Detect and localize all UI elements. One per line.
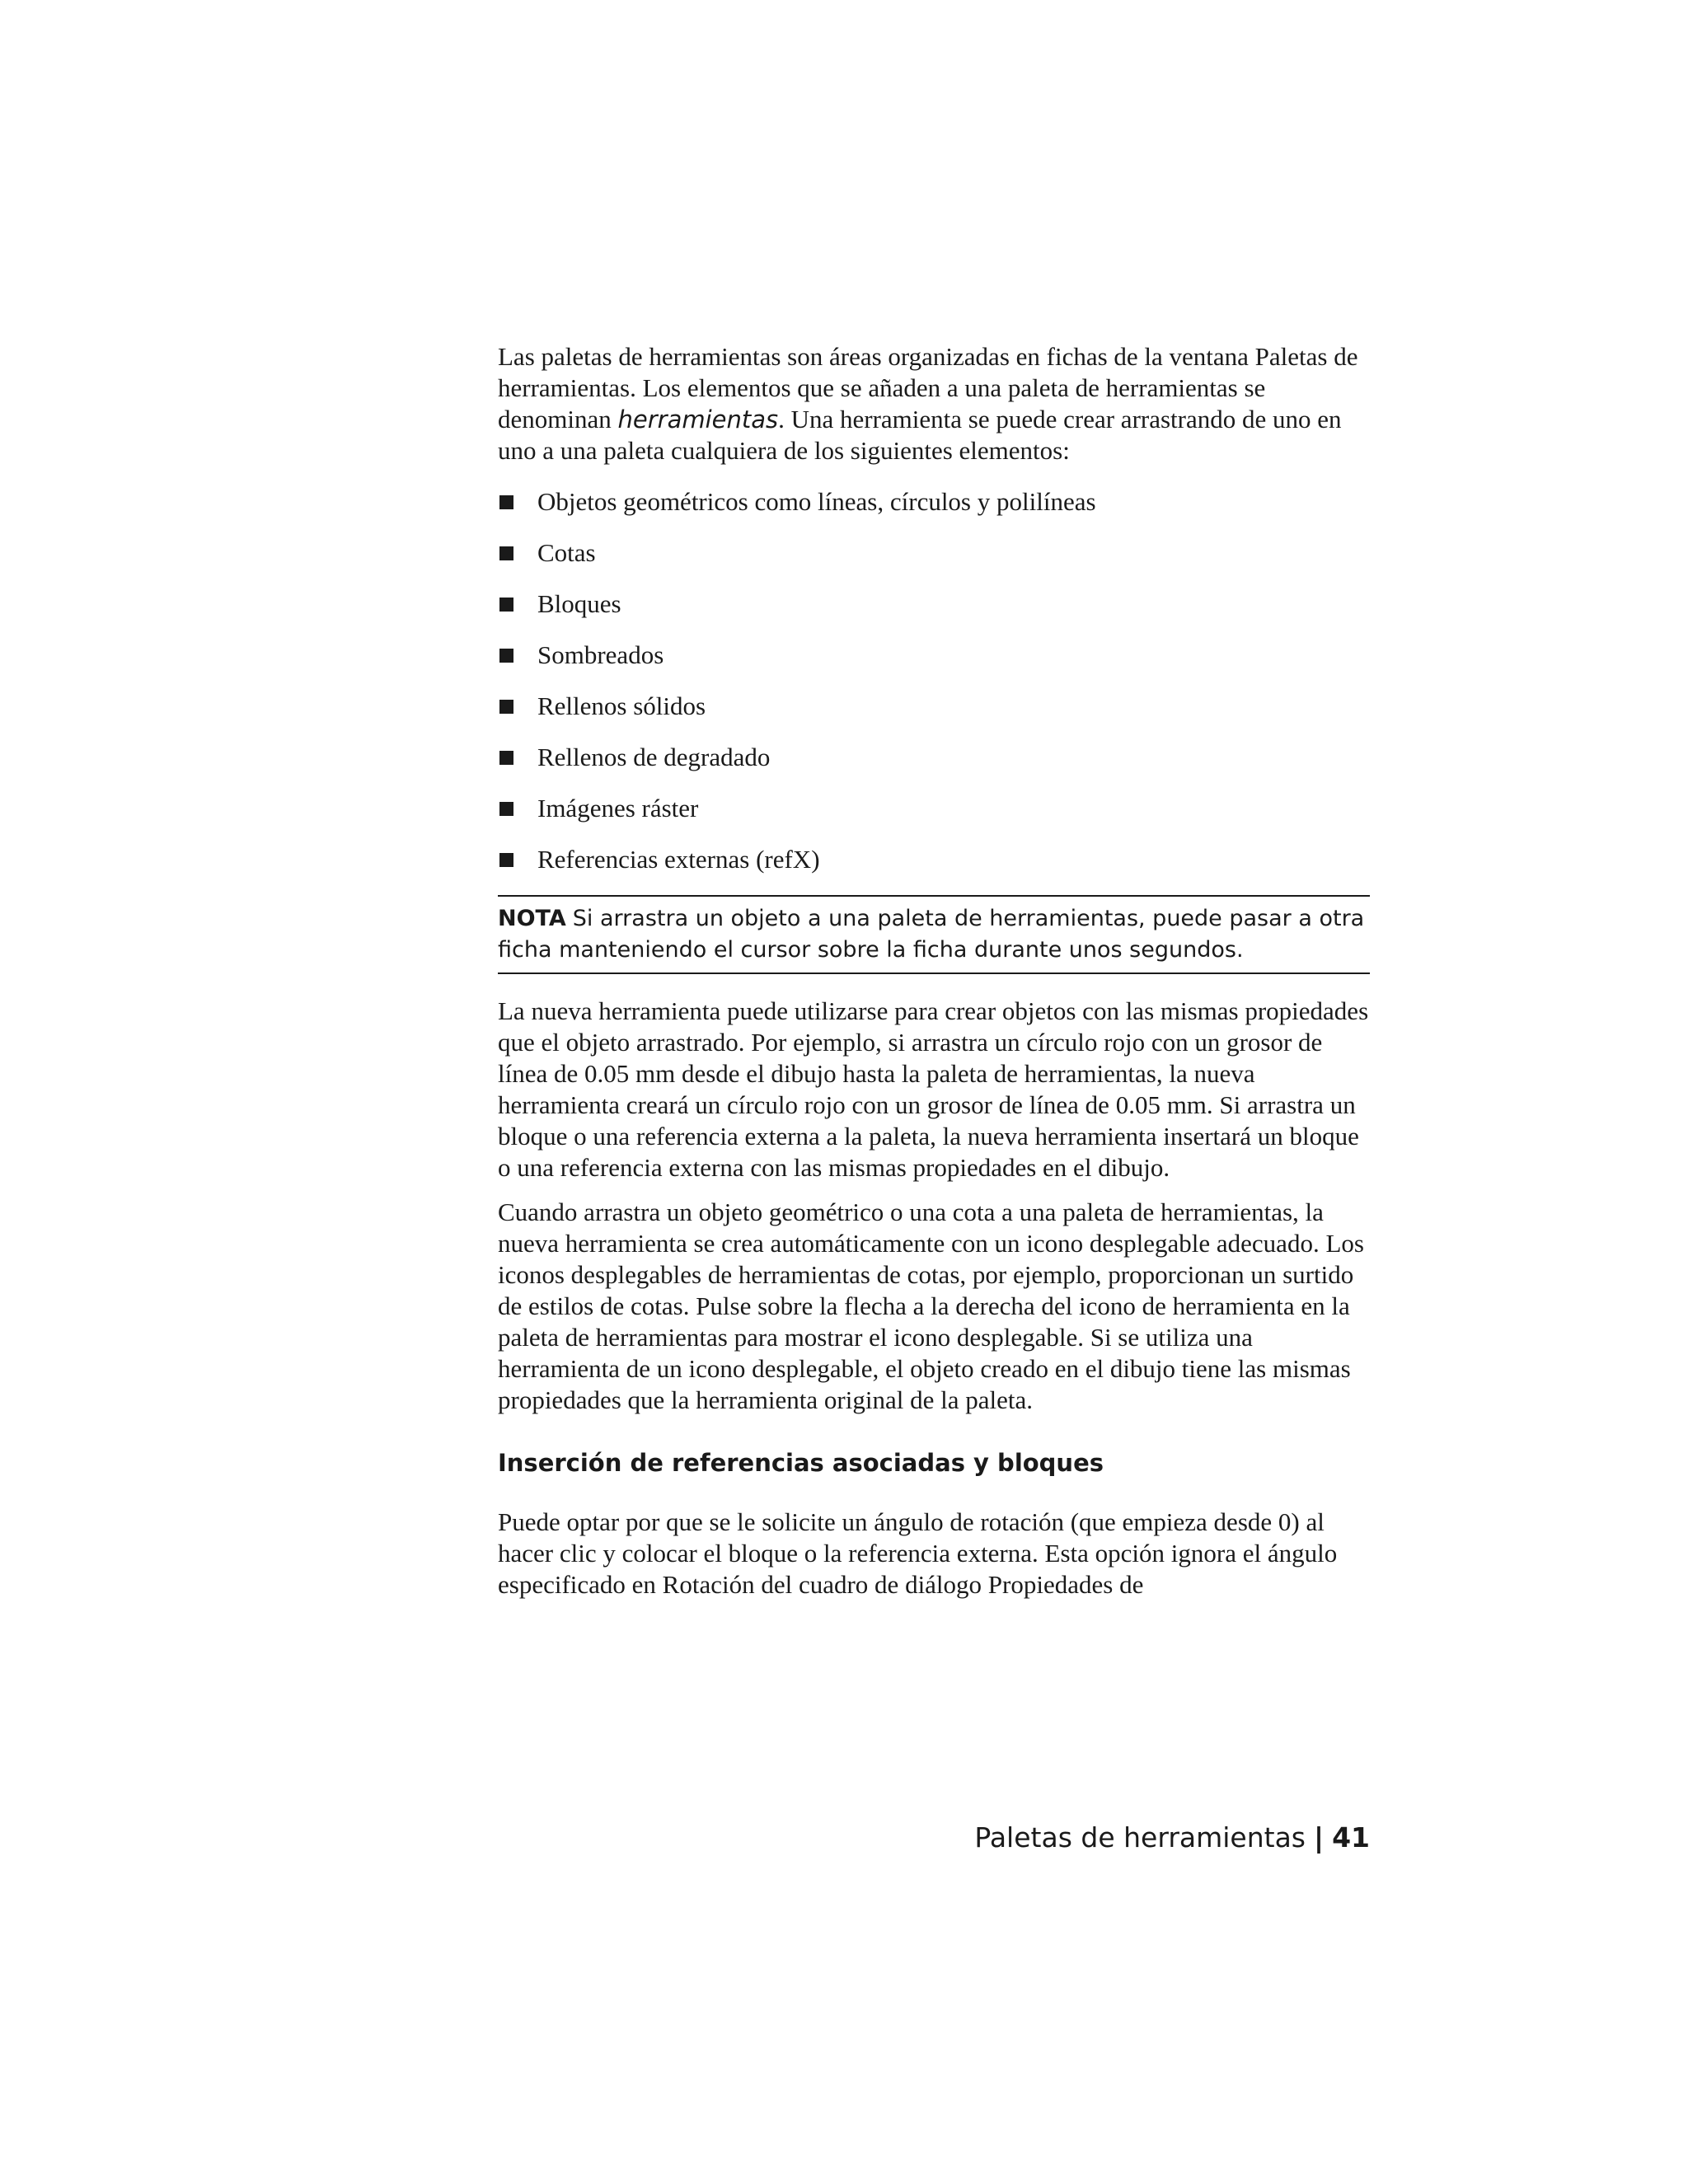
page-content bbox=[498, 341, 1370, 1614]
list-item bbox=[498, 486, 1370, 518]
square-bullet-icon bbox=[499, 802, 513, 816]
square-bullet-icon bbox=[499, 751, 513, 765]
list-item bbox=[498, 588, 1370, 620]
list-item bbox=[498, 793, 1370, 824]
square-bullet-icon bbox=[499, 546, 513, 560]
section-paragraph: Puede optar por que se le solicite un ángulo de rotación (que empieza desde 0) al hacer clic y colocar el bloque o la referencia externa. Esta opción ignora el ángulo especificado en Rotación del cuadro de diálogo Propiedades de bbox=[498, 1507, 1338, 1599]
intro-text-after: . Una herramienta se puede crear arrastrando de uno en uno a una paleta cualquiera de los siguientes elementos: bbox=[498, 405, 1342, 465]
square-bullet-icon bbox=[499, 495, 513, 509]
page-footer bbox=[974, 1821, 1370, 1854]
square-bullet-icon bbox=[499, 649, 513, 663]
list-item-text: Rellenos sólidos bbox=[537, 691, 706, 720]
list-item-text: Cotas bbox=[537, 538, 596, 567]
intro-paragraph bbox=[498, 341, 1370, 466]
list-item-text: Rellenos de degradado bbox=[537, 743, 771, 771]
list-item-text: Bloques bbox=[537, 589, 621, 618]
section-heading: Inserción de referencias asociadas y bloques bbox=[498, 1449, 1104, 1477]
square-bullet-icon bbox=[499, 700, 513, 714]
note-box bbox=[498, 895, 1370, 974]
list-item bbox=[498, 742, 1370, 773]
body-paragraph-2: Cuando arrastra un objeto geométrico o una cota a una paleta de herramientas, la nueva herramienta se crea automáticamente con un icono desplegable adecuado. Los iconos desplegables de herramientas de cotas, por ejemplo, proporcionan un surtido de estilos de cotas. Pulse sobre la flecha a la derecha del icono de herramienta en la paleta de herramientas para mostrar el icono desplegable. Si se utiliza una herramienta de un icono desplegable, el objeto creado en el dibujo tiene las mismas propiedades que la herramienta original de la paleta. bbox=[498, 1197, 1364, 1414]
list-item-text: Sombreados bbox=[537, 640, 664, 669]
note-text: Si arrastra un objeto a una paleta de herramientas, puede pasar a otra ficha manteniendo el cursor sobre la ficha durante unos segundos. bbox=[498, 906, 1365, 963]
list-item bbox=[498, 537, 1370, 569]
list-item bbox=[498, 691, 1370, 722]
bullet-list bbox=[498, 486, 1370, 875]
square-bullet-icon bbox=[499, 598, 513, 612]
list-item-text: Referencias externas (refX) bbox=[537, 845, 820, 874]
square-bullet-icon bbox=[499, 853, 513, 867]
list-item bbox=[498, 844, 1370, 875]
note-label: NOTA bbox=[498, 906, 566, 931]
footer-separator: | bbox=[1314, 1821, 1325, 1854]
list-item-text: Objetos geométricos como líneas, círculos y polilíneas bbox=[537, 487, 1096, 516]
list-item-text: Imágenes ráster bbox=[537, 794, 699, 823]
intro-text-before: Las paletas de herramientas son áreas organizadas en fichas de la ventana Paletas de herramientas. Los elementos que se añaden a una paleta de herramientas se denominan bbox=[498, 342, 1358, 434]
body-paragraph-1: La nueva herramienta puede utilizarse para crear objetos con las mismas propiedades que el objeto arrastrado. Por ejemplo, si arrastra un círculo rojo con un grosor de línea de 0.05 mm desde el dibujo hasta la paleta de herramientas, la nueva herramienta creará un círculo rojo con un grosor de línea de 0.05 mm. Si arrastra un bloque o una referencia externa a la paleta, la nueva herramienta insertará un bloque o una referencia externa con las mismas propiedades en el dibujo. bbox=[498, 996, 1369, 1182]
footer-chapter-title: Paletas de herramientas bbox=[974, 1821, 1306, 1854]
list-item bbox=[498, 640, 1370, 671]
page-number: 41 bbox=[1332, 1821, 1370, 1854]
intro-emphasis: herramientas bbox=[617, 405, 779, 434]
